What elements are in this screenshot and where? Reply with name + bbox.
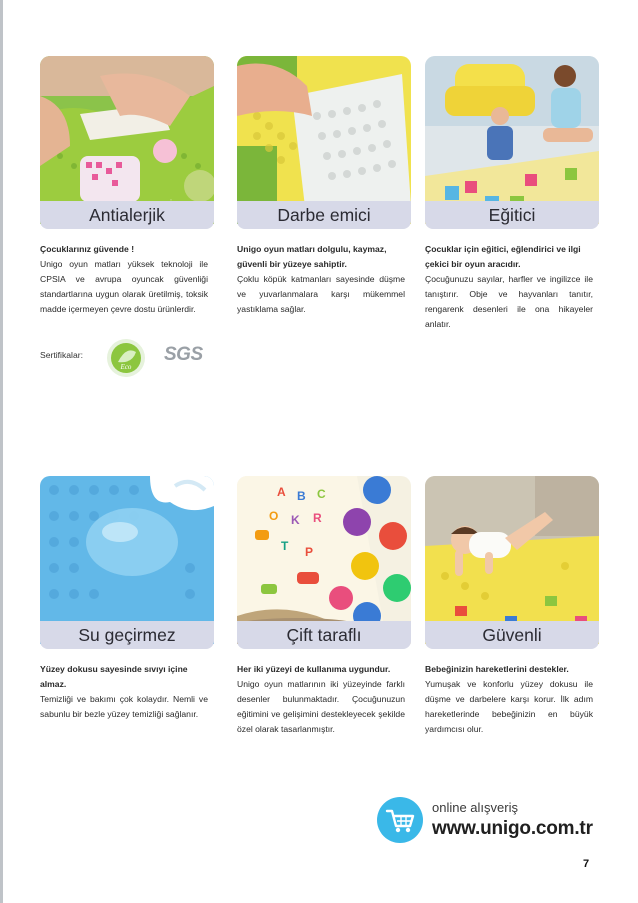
feature-lead: Her iki yüzeyi de kullanıma uygundur. bbox=[237, 664, 391, 674]
feature-body: Çocuğunuzu sayılar, harfler ve ingilizce ile tanıştırır. Obje ve hayvanları tanıtır, rengarenk desenleri ile ona hikayeler anlatır. bbox=[425, 274, 593, 329]
feature-body: Temizliği ve bakımı çok kolaydır. Nemli ve sabunlu bir bezle yüzey temizliği sağlanır. bbox=[40, 694, 208, 719]
sgs-logo: SGS bbox=[164, 344, 203, 365]
certificates-label: Sertifikalar: bbox=[40, 350, 83, 360]
page-number: 7 bbox=[583, 858, 590, 870]
feature-title: Çift taraflı bbox=[237, 621, 411, 649]
svg-text:O: O bbox=[269, 509, 279, 523]
page-edge bbox=[0, 0, 3, 903]
feature-lead: Çocuklar için eğitici, eğlendirici ve ilgi çekici bir oyun aracıdır. bbox=[425, 244, 581, 269]
eco-certificate-icon bbox=[106, 338, 146, 378]
feature-description bbox=[40, 242, 208, 317]
svg-text:T: T bbox=[281, 539, 289, 553]
svg-text:C: C bbox=[317, 487, 326, 501]
feature-title: Güvenli bbox=[425, 621, 599, 649]
svg-text:A: A bbox=[277, 485, 286, 499]
feature-lead: Yüzey dokusu sayesinde sıvıyı içine almaz. bbox=[40, 664, 188, 689]
website-link[interactable]: www.unigo.com.tr bbox=[432, 818, 593, 839]
feature-card-guvenli bbox=[425, 476, 599, 734]
feature-description bbox=[425, 662, 593, 737]
feature-title: Darbe emici bbox=[237, 201, 411, 229]
svg-text:B: B bbox=[297, 489, 306, 503]
svg-text:K: K bbox=[291, 513, 300, 527]
photo-double-sided-mat bbox=[237, 476, 411, 644]
feature-body: Unigo oyun matları yüksek teknoloji ile CPSIA ve avrupa oyuncak güvenliği standartlarına uygun olarak üretilmiş, toksik madde içermeyen çevre dostu ürünlerdir. bbox=[40, 259, 208, 314]
feature-card-antialerjik bbox=[40, 56, 214, 371]
feature-body: Çoklu köpük katmanları sayesinde düşme ve yuvarlanmalara karşı mükemmel yastıklama sağlar. bbox=[237, 274, 405, 314]
photo-wiping-mat bbox=[40, 56, 214, 224]
feature-title: Antialerjik bbox=[40, 201, 214, 229]
feature-card-egitici bbox=[425, 56, 599, 329]
feature-lead: Unigo oyun matları dolgulu, kaymaz, güvenli bir yüzeye sahiptir. bbox=[237, 244, 387, 269]
photo-mother-child-playing bbox=[425, 56, 599, 224]
eco-text: Eco bbox=[120, 363, 132, 371]
certificates bbox=[40, 338, 214, 378]
shopping-cart-icon[interactable] bbox=[377, 797, 423, 843]
feature-title: Eğitici bbox=[425, 201, 599, 229]
feature-description bbox=[40, 662, 208, 722]
feature-card-cift-tarafli bbox=[237, 476, 411, 734]
svg-text:R: R bbox=[313, 511, 322, 525]
svg-text:P: P bbox=[305, 545, 314, 559]
feature-card-su-gecirmez bbox=[40, 476, 214, 719]
online-shopping-label: online alışveriş bbox=[432, 800, 518, 815]
feature-card-darbe-emici bbox=[237, 56, 411, 314]
feature-description bbox=[237, 242, 405, 317]
photo-foam-layers bbox=[237, 56, 411, 224]
photo-baby-crawling bbox=[425, 476, 599, 644]
feature-description bbox=[237, 662, 405, 737]
feature-body: Yumuşak ve konforlu yüzey dokusu ile düşme ve darbelere karşı korur. İlk adım hareketlerinde bebeğinizin en büyük yardımcısı olur. bbox=[425, 679, 593, 734]
feature-lead: Çocuklarınız güvende ! bbox=[40, 244, 135, 254]
feature-body: Unigo oyun matlarının iki yüzeyinde farklı desenler bulunmaktadır. Çocuğunuzun eğitimini ve gelişimini destekleyecek şekilde özel olarak tasarlanmıştır. bbox=[237, 679, 405, 734]
feature-lead: Bebeğinizin hareketlerini destekler. bbox=[425, 664, 569, 674]
feature-title: Su geçirmez bbox=[40, 621, 214, 649]
feature-description bbox=[425, 242, 593, 332]
photo-water-drop-on-mat bbox=[40, 476, 214, 644]
